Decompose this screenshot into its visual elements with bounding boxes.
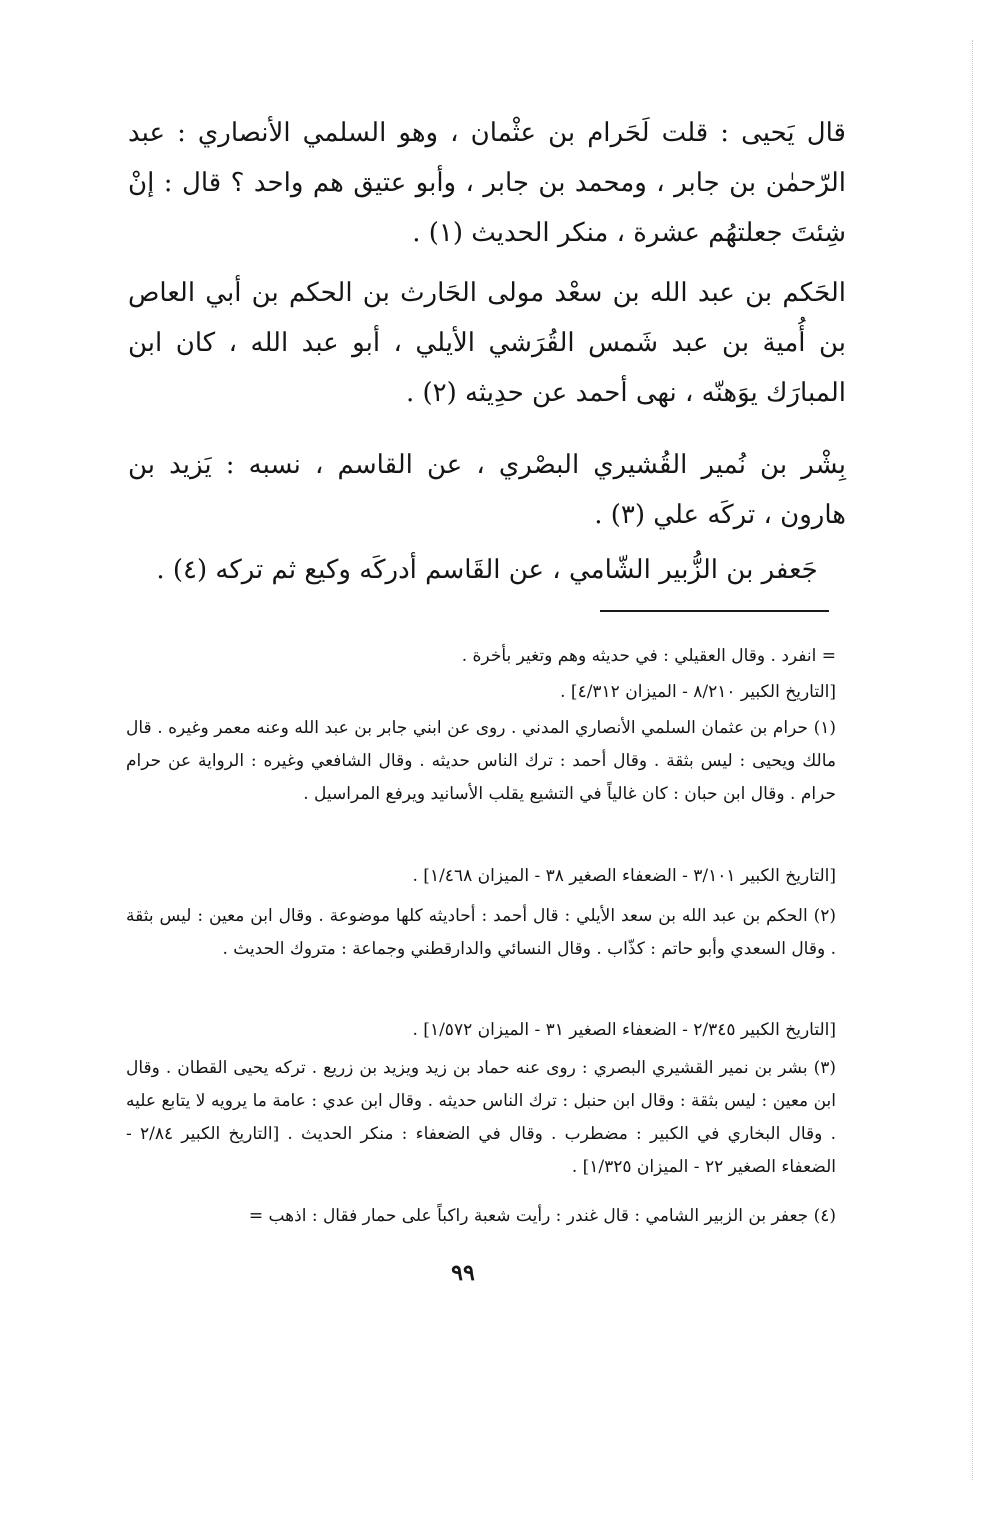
footnote-1-reference: [التاريخ الكبير ٣/١٠١ - الضعفاء الصغير ٣٨ - الميزان ١/٤٦٨] . <box>412 866 836 886</box>
footnote-2-reference: [التاريخ الكبير ٢/٣٤٥ - الضعفاء الصغير ٣١ - الميزان ١/٥٧٢] . <box>412 1020 836 1040</box>
footnote-continuation-reference: [التاريخ الكبير ٨/٢١٠ - الميزان ٤/٣١٢] . <box>560 682 836 702</box>
footnote-3: (٣) بشر بن نمير القشيري البصري : روى عنه حماد بن زيد ويزيد بن زريع . تركه يحيى القطان . وقال ابن معين : ليس بثقة : وقال ابن حنبل : ترك الناس حديثه . وقال ابن عدي : عامة ما يرويه لا يتابع عليه . وقال البخاري في الكبير : مضطرب . وقال في الضعفاء : منكر الحديث . [التاريخ الكبير ٢/٨٤ - الضعفاء الصغير ٢٢ - الميزان ١/٣٢٥] . <box>126 1058 836 1177</box>
footnote-separator <box>600 610 829 612</box>
entry-al-hakam-ibn-abdullah: الحَكم بن عبد الله بن سعْد مولى الحَارث بن الحكم بن أبي العاص بن أُمية بن عبد شَمس القُرَشي الأيلي ، أبو عبد الله ، كان ابن المبارَك يوَهنّه ، نهى أحمد عن حدِيثه (٢) . <box>128 278 846 408</box>
scan-edge-artifact <box>972 40 973 1480</box>
entry-jafar-ibn-al-zubayr: جَعفر بن الزُّبير الشّامي ، عن القَاسم أدركَه وكيع ثم تركه (٤) . <box>156 555 818 585</box>
footnote-2: (٢) الحكم بن عبد الله بن سعد الأيلي : قال أحمد : أحاديثه كلها موضوعة . وقال ابن معين : ليس بثقة . وقال السعدي وأبو حاتم : كذّاب . وقال النسائي والدارقطني وجماعة : متروك الحديث . <box>126 906 836 959</box>
footnote-1: (١) حرام بن عثمان السلمي الأنصاري المدني . روى عن ابني جابر بن عبد الله وعنه معمر وغيره . قال مالك ويحيى : ليس بثقة . وقال أحمد : ترك الناس حديثه . وقال الشافعي وغيره : الرواية عن حرام حرام . وقال ابن حبان : كان غالياً في التشيع يقلب الأسانيد ويرفع المراسيل . <box>126 718 836 804</box>
page-number: ٩٩ <box>451 1260 475 1286</box>
footnote-4: (٤) جعفر بن الزبير الشامي : قال غندر : رأيت شعبة راكباً على حمار فقال : اذهب = <box>248 1206 836 1226</box>
entry-bishr-ibn-numayr: بِشْر بن نُمير القُشيري البصْري ، عن القاسم ، نسبه : يَزيد بن هارون ، تركَه علي (٣) . <box>128 450 846 530</box>
entry-haram-ibn-uthman: قال يَحيى : قلت لَحَرام بن عثْمان ، وهو السلمي الأنصاري : عبد الرّحمٰن بن جابر ، ومحمد بن جابر ، وأبو عتيق هم واحد ؟ قال : إنْ شِئتَ جعلتهُم عشرة ، منكر الحديث (١) . <box>128 118 846 248</box>
footnote-continuation: = انفرد . وقال العقيلي : في حديثه وهم وتغير بأخرة . <box>461 646 836 666</box>
